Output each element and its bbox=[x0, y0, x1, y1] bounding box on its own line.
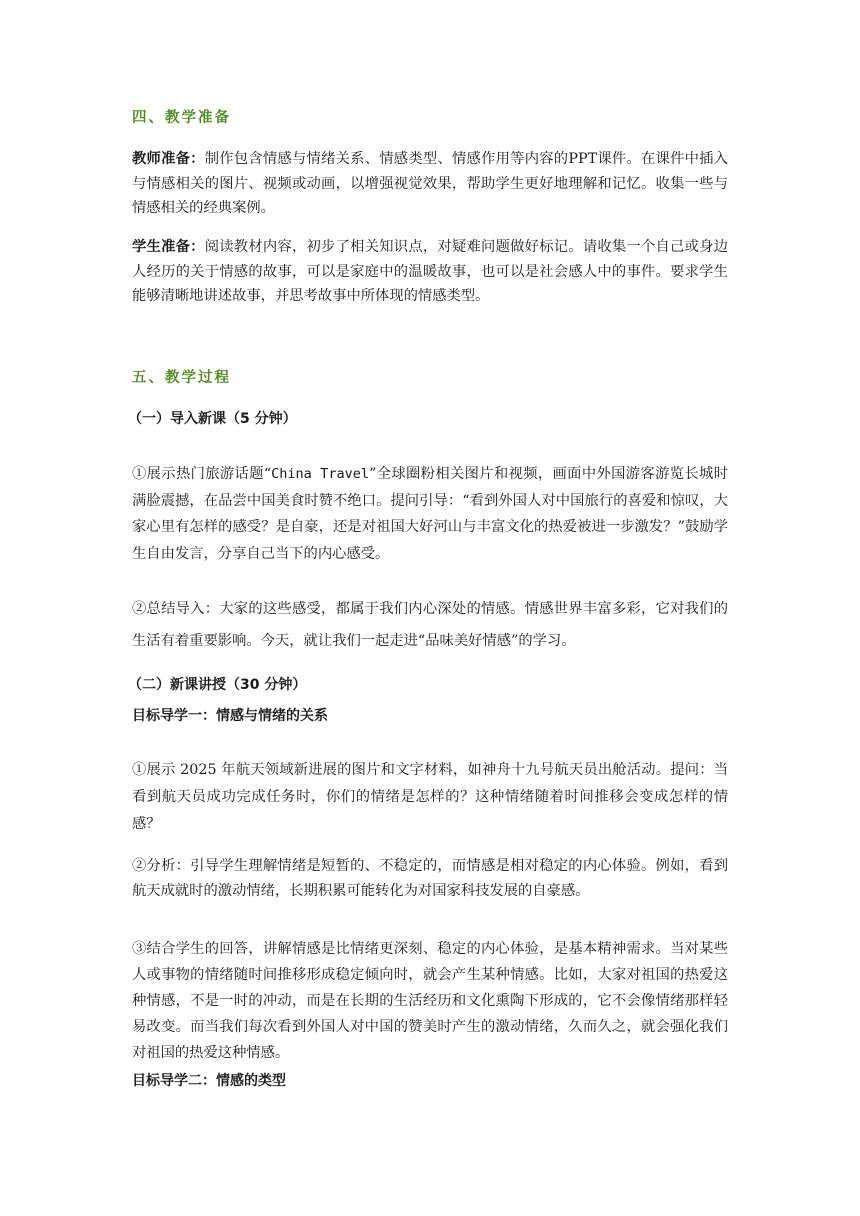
student-preparation-text: 阅读教材内容，初步了相关知识点，对疑难问题做好标记。请收集一个自己或身边人经历的关于情感的故事，可以是家庭中的温暖故事，也可以是社会感人中的事件。要求学生能够清晰地讲述故事，并思考故事中所体现的情感类型。 bbox=[132, 239, 729, 304]
part1-paragraph-2: ②总结导入：大家的这些感受，都属于我们内心深处的情感。情感世界丰富多彩，它对我们的生活有着重要影响。今天，就让我们一起走进“品味美好情感”的学习。 bbox=[132, 601, 728, 649]
student-preparation bbox=[132, 235, 728, 309]
goal1-paragraph-3: ③结合学生的回答，讲解情感是比情绪更深刻、稳定的内心体验，是基本精神需求。当对某些人或事物的情绪随时间推移形成稳定倾向时，就会产生某种情感。比如，大家对祖国的热爱这种情感，不是一时的冲动，而是在长期的生活经历和文化熏陶下形成的，它不会像情绪那样轻易改变。而当我们每次看到外国人对中国的赞美时产生的激动情绪，久而久之，就会强化我们对祖国的热爱这种情感。 bbox=[132, 941, 728, 1061]
part1-p1-text-c: ”全球圈粉相关图片和视频，画面中外国游客游览长城时满脸震撼，在品尝中国美食时赞不绝口。提问引导：“看到外国人对中国旅行的喜爱和惊叹，大家心里有怎样的感受？是自豪，还是对祖国大好河山与丰富文化的热爱被进一步激发？”鼓励学生自由发言，分享自己当下的内心感受。 bbox=[132, 466, 728, 562]
goal2-heading: 目标导学二：情感的类型 bbox=[132, 1073, 286, 1089]
part2-heading: （二）新课讲授（30 分钟） bbox=[128, 677, 307, 693]
goal1-paragraph-1: ①展示 2025 年航天领域新进展的图片和文字材料，如神舟十九号航天员出舱活动。提问：当看到航天员成功完成任务时，你们的情绪是怎样的？这种情绪随着时间推移会变成怎样的情感？ bbox=[132, 762, 728, 832]
section-5-title: 五、教学过程 bbox=[132, 370, 231, 386]
goal1-paragraph-2: ②分析：引导学生理解情绪是短暂的、不稳定的，而情感是相对稳定的内心体验。例如，看到航天成就时的激动情绪，长期积累可能转化为对国家科技发展的自豪感。 bbox=[132, 858, 728, 899]
section-4-title: 四、教学准备 bbox=[132, 110, 231, 126]
teacher-preparation-text: 制作包含情感与情绪关系、情感类型、情感作用等内容的PPT课件。在课件中插入与情感相关的图片、视频或动画，以增强视觉效果，帮助学生更好地理解和记忆。收集一些与情感相关的经典案例。 bbox=[132, 151, 729, 216]
goal1-heading: 目标导学一：情感与情绪的关系 bbox=[132, 708, 328, 724]
teacher-preparation bbox=[132, 147, 728, 221]
part1-p1-text-b: China Travel bbox=[271, 466, 370, 482]
part1-heading: （一）导入新课（5 分钟） bbox=[128, 411, 297, 427]
part1-paragraph-1 bbox=[132, 461, 728, 567]
student-preparation-label: 学生准备： bbox=[132, 239, 205, 255]
teacher-preparation-label: 教师准备： bbox=[132, 151, 205, 167]
part1-p1-text-a: ①展示热门旅游话题“ bbox=[132, 466, 272, 482]
